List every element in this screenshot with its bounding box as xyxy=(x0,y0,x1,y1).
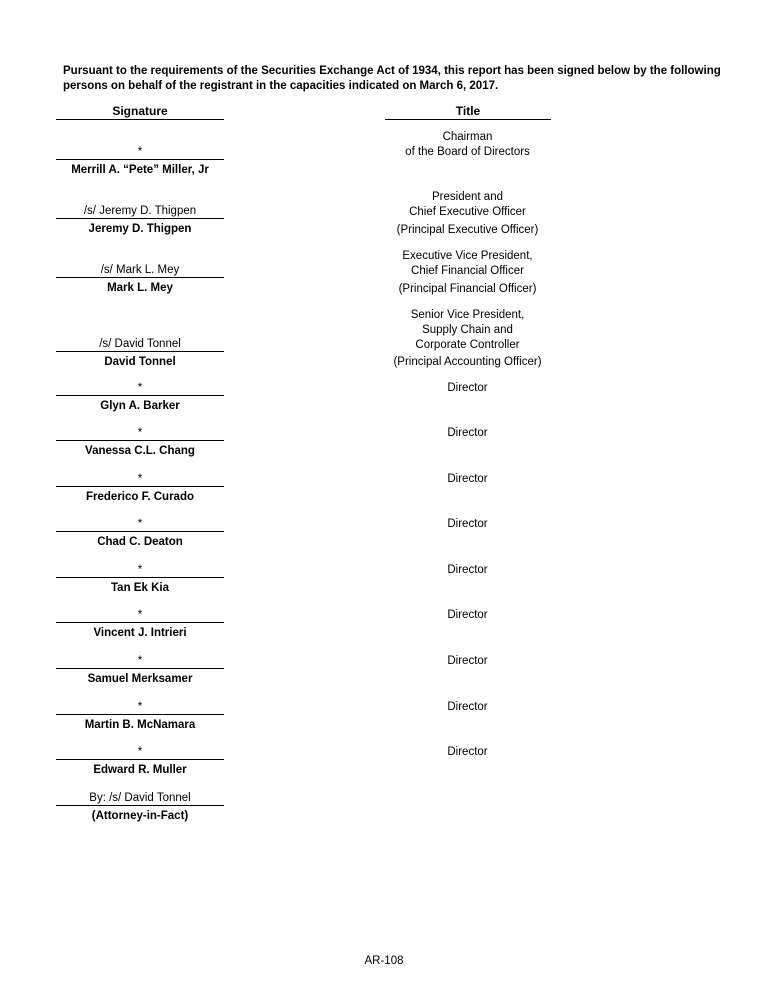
title-line: Executive Vice President, xyxy=(402,250,533,262)
signature-line: By: /s/ David Tonnel xyxy=(56,791,224,806)
signature-line: * xyxy=(56,517,224,532)
title-block xyxy=(370,381,565,396)
signature-line: * xyxy=(56,426,224,441)
signer-name: Mark L. Mey xyxy=(107,282,173,294)
title-column-header: Title xyxy=(385,104,551,120)
title-block xyxy=(370,308,565,370)
signature-block xyxy=(56,381,224,413)
signer-name: Edward R. Muller xyxy=(93,764,187,776)
title-line: Chief Executive Officer xyxy=(409,205,526,218)
title-line: Director xyxy=(447,473,488,485)
signature-block xyxy=(56,517,224,549)
signer-name: Frederico F. Curado xyxy=(86,491,194,503)
signer-name: Vincent J. Intrieri xyxy=(93,627,187,639)
title-note: (Principal Financial Officer) xyxy=(398,282,537,295)
signer-name: (Attorney-in-Fact) xyxy=(91,810,189,822)
title-block xyxy=(370,426,565,441)
signature-block xyxy=(56,204,224,236)
signature-line: * xyxy=(56,145,224,160)
signer-name: David Tonnel xyxy=(104,356,176,368)
signature-block xyxy=(56,263,224,295)
signer-name: Jeremy D. Thigpen xyxy=(88,223,192,235)
title-line: Director xyxy=(447,564,488,576)
title-note: (Principal Executive Officer) xyxy=(396,223,539,236)
signer-name: Vanessa C.L. Chang xyxy=(85,445,195,457)
signature-block xyxy=(56,472,224,504)
title-line: Director xyxy=(447,746,488,758)
title-block xyxy=(370,249,565,296)
title-line: Director xyxy=(447,655,488,667)
signature-column-header: Signature xyxy=(56,104,224,120)
title-block xyxy=(370,700,565,715)
title-line: Chairman xyxy=(442,131,493,143)
signature-block xyxy=(56,145,224,177)
title-block xyxy=(370,190,565,237)
title-block xyxy=(370,563,565,578)
signer-name: Merrill A. “Pete” Miller, Jr xyxy=(71,164,209,176)
title-line: Director xyxy=(447,382,488,394)
signature-line: * xyxy=(56,700,224,715)
title-line: Director xyxy=(447,427,488,439)
title-line: Director xyxy=(447,609,488,621)
page-number: AR-108 xyxy=(364,955,404,967)
intro-paragraph: Pursuant to the requirements of the Securities Exchange Act of 1934, this report has been signed below by the following persons on behalf of the registrant in the capacities indicated on March 6, 2017. xyxy=(63,65,721,92)
signature-block xyxy=(56,337,224,369)
signature-block xyxy=(56,563,224,595)
signature-block xyxy=(56,608,224,640)
title-block xyxy=(370,517,565,532)
signer-name: Samuel Merksamer xyxy=(87,673,193,685)
signature-line: /s/ Mark L. Mey xyxy=(56,263,224,278)
signature-line: /s/ David Tonnel xyxy=(56,337,224,352)
title-line: Corporate Controller xyxy=(415,338,520,351)
signature-block xyxy=(56,700,224,732)
signature-block xyxy=(56,426,224,458)
title-block xyxy=(370,745,565,760)
signer-name: Chad C. Deaton xyxy=(97,536,183,548)
title-block xyxy=(370,654,565,669)
title-line: Chief Financial Officer xyxy=(411,264,524,277)
signature-line: * xyxy=(56,745,224,760)
signature-line: * xyxy=(56,654,224,669)
title-block xyxy=(370,472,565,487)
title-note: (Principal Accounting Officer) xyxy=(393,356,542,369)
signature-line: /s/ Jeremy D. Thigpen xyxy=(56,204,224,219)
signer-name: Martin B. McNamara xyxy=(84,719,196,731)
signature-block xyxy=(56,745,224,777)
signature-line: * xyxy=(56,472,224,487)
signature-line: * xyxy=(56,608,224,623)
title-line: President and xyxy=(432,191,503,203)
title-block xyxy=(370,608,565,623)
signature-block xyxy=(56,654,224,686)
title-line: Director xyxy=(447,701,488,713)
title-line: of the Board of Directors xyxy=(405,145,530,158)
attorney-signature-block xyxy=(56,791,224,823)
signer-name: Tan Ek Kia xyxy=(111,582,169,594)
signer-name: Glyn A. Barker xyxy=(100,400,180,412)
title-block xyxy=(370,130,565,160)
title-line: Supply Chain and xyxy=(422,323,513,336)
title-line: Director xyxy=(447,518,488,530)
signature-line: * xyxy=(56,381,224,396)
signature-line: * xyxy=(56,563,224,578)
title-line: Senior Vice President, xyxy=(410,309,525,321)
